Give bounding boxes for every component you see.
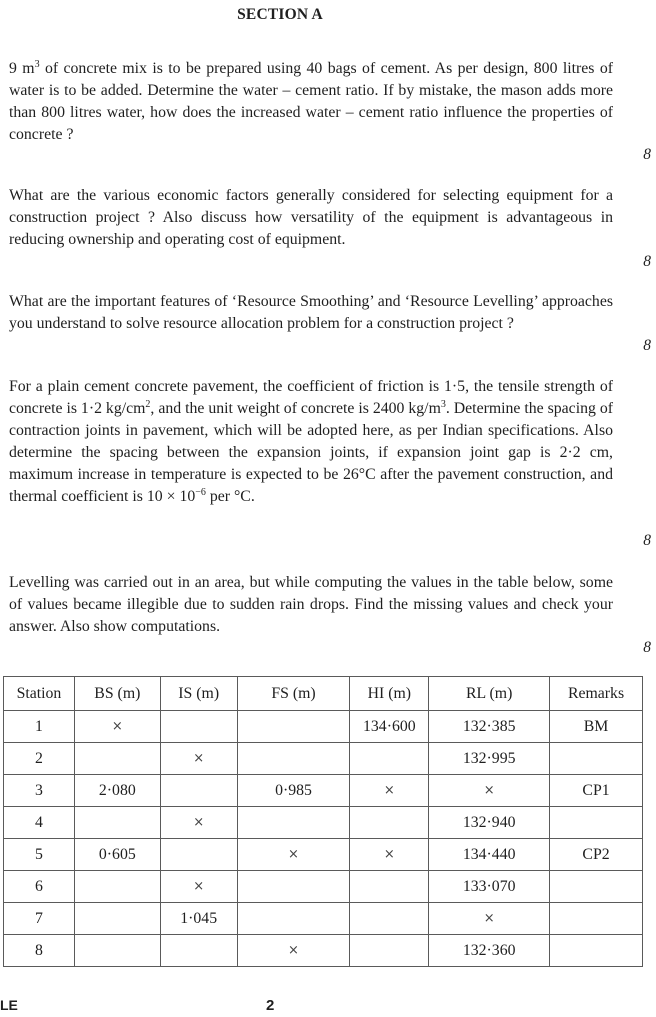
- question-2: What are the various economic factors generally considered for selecting equipment for a construction project ? Also discuss how versatility of the equipment is advantageous in reducing ownership and operating cost of equipment.: [9, 187, 613, 248]
- header-bs: BS (m): [74, 677, 160, 711]
- cell-hi: [350, 743, 429, 775]
- cell-rl: 132·995: [429, 743, 550, 775]
- cell-hi: [350, 935, 429, 967]
- header-rl: RL (m): [429, 677, 550, 711]
- cell-is: ×: [160, 871, 237, 903]
- question-5-marks: 8: [643, 639, 651, 656]
- question-1-marks: 8: [643, 146, 651, 163]
- cell-fs: 0·985: [237, 775, 350, 807]
- cell-fs: [237, 743, 350, 775]
- question-4: [9, 376, 613, 508]
- q1-text-a: 9 m: [9, 60, 35, 77]
- cell-hi: ×: [350, 839, 429, 871]
- cell-station: 3: [4, 775, 75, 807]
- cell-station: 2: [4, 743, 75, 775]
- cell-remarks: CP2: [550, 839, 643, 871]
- cell-bs: 0·605: [74, 839, 160, 871]
- page-number: 2: [266, 997, 275, 1014]
- header-station: Station: [4, 677, 75, 711]
- q4-text-b: , and the unit weight of concrete is 2400 kg/m: [150, 400, 441, 417]
- cell-station: 1: [4, 711, 75, 743]
- cell-station: 8: [4, 935, 75, 967]
- cell-bs: 2·080: [74, 775, 160, 807]
- cell-is: [160, 839, 237, 871]
- cell-fs: [237, 871, 350, 903]
- cell-hi: 134·600: [350, 711, 429, 743]
- q1-text-b: of concrete mix is to be prepared using 40 bags of cement. As per design, 800 litres of water is to be added. Determine the water – cement ratio. If by mistake, the mason adds more than 800 litres water, how does the increased water – cement ratio influence the properties of concrete ?: [9, 60, 613, 143]
- cell-rl: 132·940: [429, 807, 550, 839]
- cell-remarks: [550, 807, 643, 839]
- cell-fs: [237, 903, 350, 935]
- cell-is: [160, 711, 237, 743]
- cell-rl: 133·070: [429, 871, 550, 903]
- cell-station: 6: [4, 871, 75, 903]
- question-1: [9, 58, 613, 146]
- cell-fs: [237, 807, 350, 839]
- cell-fs: [237, 711, 350, 743]
- q4-text-a: For a plain cement concrete pavement, the coefficient of friction is 1·5, the tensile strength of concrete is 1·2 kg/cm: [9, 378, 613, 417]
- cell-fs: ×: [237, 935, 350, 967]
- q4-text-c: . Determine the spacing of contraction joints in pavement, which will be adopted here, as per Indian specifications. Also determine the spacing between the expansion joints, if expansion joint gap is 2·2 cm, maximum increase in temperature is expected to be 26°C after the pavement construction, and thermal coefficient is 10 × 10: [9, 400, 613, 505]
- table-body: [4, 711, 643, 967]
- cell-fs: ×: [237, 839, 350, 871]
- cell-hi: ×: [350, 775, 429, 807]
- question-4-marks: 8: [643, 532, 651, 549]
- header-hi: HI (m): [350, 677, 429, 711]
- table-row: [4, 935, 643, 967]
- table-header-row: [4, 677, 643, 711]
- cell-bs: [74, 903, 160, 935]
- cell-rl: 132·385: [429, 711, 550, 743]
- cell-station: 7: [4, 903, 75, 935]
- cell-remarks: CP1: [550, 775, 643, 807]
- cell-is: [160, 935, 237, 967]
- cell-is: ×: [160, 807, 237, 839]
- cell-is: ×: [160, 743, 237, 775]
- cell-is: 1·045: [160, 903, 237, 935]
- cell-is: [160, 775, 237, 807]
- table-row: [4, 775, 643, 807]
- cell-rl: ×: [429, 903, 550, 935]
- table-row: [4, 903, 643, 935]
- cell-bs: [74, 871, 160, 903]
- header-is: IS (m): [160, 677, 237, 711]
- levelling-table: [3, 676, 643, 967]
- cell-hi: [350, 807, 429, 839]
- header-remarks: Remarks: [550, 677, 643, 711]
- cell-bs: [74, 743, 160, 775]
- table-row: [4, 743, 643, 775]
- cell-hi: [350, 903, 429, 935]
- footer-code: LE: [0, 997, 18, 1013]
- question-2-marks: 8: [643, 253, 651, 270]
- question-3-marks: 8: [643, 337, 651, 354]
- table-row: [4, 871, 643, 903]
- question-5: Levelling was carried out in an area, but while computing the values in the table below, some of values became illegible due to sudden rain drops. Find the missing values and check your answer. Also show computations.: [9, 574, 613, 635]
- question-3: What are the important features of ‘Resource Smoothing’ and ‘Resource Levelling’ approaches you understand to solve resource allocation problem for a construction project ?: [9, 293, 613, 332]
- header-fs: FS (m): [237, 677, 350, 711]
- cell-remarks: BM: [550, 711, 643, 743]
- section-title: SECTION A: [237, 6, 323, 23]
- cell-remarks: [550, 903, 643, 935]
- cell-rl: ×: [429, 775, 550, 807]
- q1-superscript: 3: [34, 59, 40, 70]
- q4-text-d: per °C.: [205, 488, 255, 505]
- cell-remarks: [550, 935, 643, 967]
- q4-sup-b: 3: [440, 399, 446, 410]
- cell-rl: 134·440: [429, 839, 550, 871]
- q4-sup-c: −6: [195, 487, 206, 498]
- table-row: [4, 807, 643, 839]
- cell-bs: [74, 935, 160, 967]
- table-row: [4, 839, 643, 871]
- table-row: [4, 711, 643, 743]
- cell-bs: [74, 807, 160, 839]
- cell-hi: [350, 871, 429, 903]
- cell-station: 4: [4, 807, 75, 839]
- cell-remarks: [550, 871, 643, 903]
- cell-station: 5: [4, 839, 75, 871]
- q4-sup-a: 2: [145, 399, 151, 410]
- cell-rl: 132·360: [429, 935, 550, 967]
- cell-remarks: [550, 743, 643, 775]
- cell-bs: ×: [74, 711, 160, 743]
